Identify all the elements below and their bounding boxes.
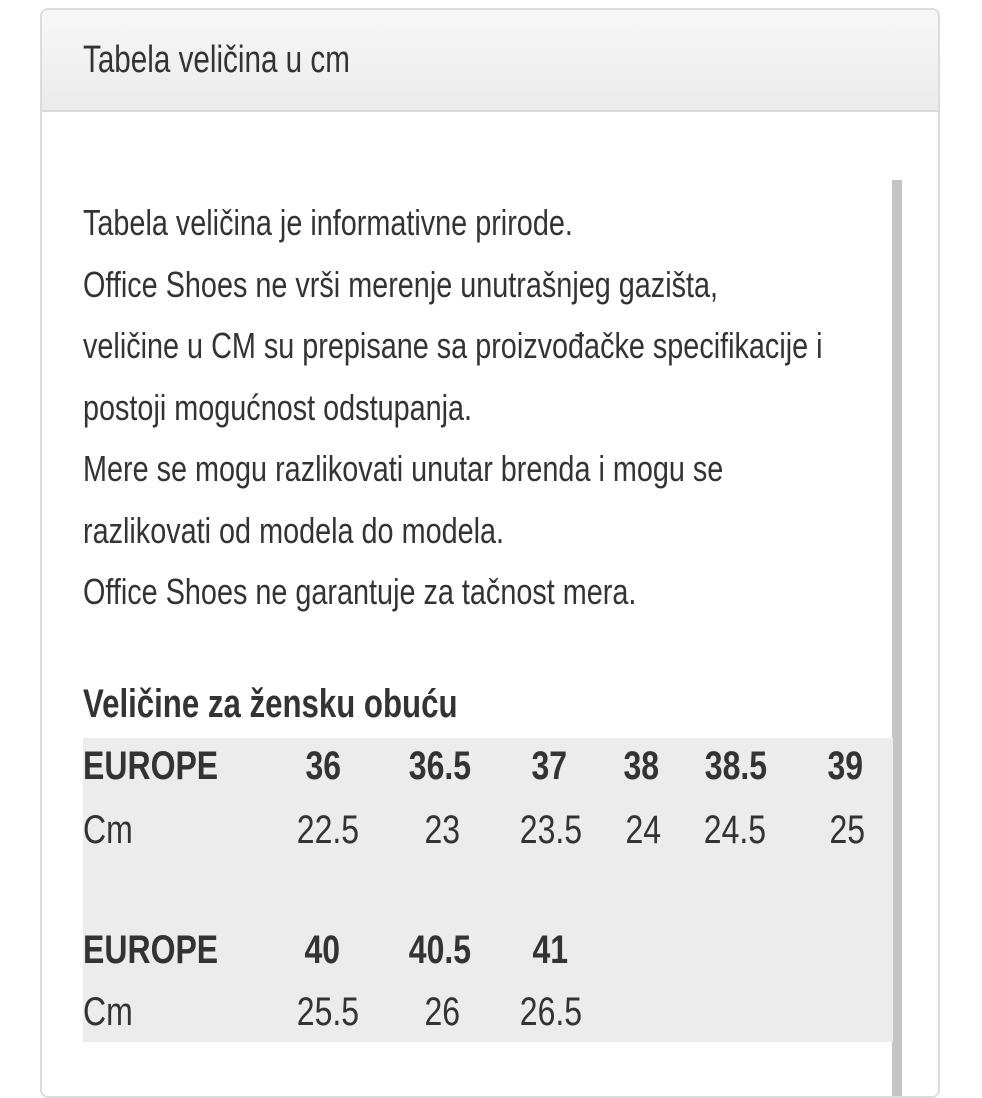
description-line: Mere se mogu razlikovati unutar brenda i mogu se bbox=[83, 448, 724, 489]
europe-label: EUROPE bbox=[83, 744, 219, 788]
europe-label: EUROPE bbox=[83, 928, 219, 972]
cm-size: 25.5 bbox=[296, 990, 360, 1034]
panel-title: Tabela veličina u cm bbox=[83, 38, 350, 81]
panel-header bbox=[42, 10, 938, 112]
size-table bbox=[83, 738, 893, 1042]
cm-size: 24 bbox=[625, 808, 662, 852]
europe-size: 41 bbox=[532, 928, 569, 972]
europe-size: 36.5 bbox=[408, 744, 472, 788]
europe-size: 36 bbox=[305, 744, 342, 788]
europe-size: 39 bbox=[827, 744, 864, 788]
description-line: veličine u CM su prepisane sa proizvođačke specifikacije i bbox=[83, 325, 823, 366]
europe-size: 40.5 bbox=[408, 928, 472, 972]
cm-size: 24.5 bbox=[703, 808, 767, 852]
cm-size: 26.5 bbox=[519, 990, 583, 1034]
cm-size: 23 bbox=[424, 808, 461, 852]
cm-size: 26 bbox=[424, 990, 461, 1034]
description-line: Office Shoes ne vrši merenje unutrašnjeg gazišta, bbox=[83, 263, 719, 305]
europe-size: 40 bbox=[304, 928, 341, 972]
section-title: Veličine za žensku obuću bbox=[83, 682, 458, 726]
size-chart-panel bbox=[40, 8, 940, 1098]
europe-size: 37 bbox=[531, 744, 568, 788]
cm-label: Cm bbox=[83, 808, 133, 852]
description-line: Office Shoes ne garantuje za tačnost mera. bbox=[83, 571, 637, 612]
europe-size: 38 bbox=[623, 744, 660, 788]
description-line: postoji mogućnost odstupanja. bbox=[83, 386, 473, 428]
description-line: Tabela veličina je informativne prirode. bbox=[83, 202, 573, 243]
cm-size: 22.5 bbox=[296, 808, 360, 852]
cm-size: 23.5 bbox=[519, 808, 583, 852]
cm-label: Cm bbox=[83, 990, 133, 1034]
europe-size: 38.5 bbox=[704, 744, 768, 788]
cm-size: 25 bbox=[829, 808, 866, 852]
description-line: razlikovati od modela do modela. bbox=[83, 509, 505, 551]
scrollbar[interactable] bbox=[892, 180, 902, 1098]
description-text bbox=[83, 192, 893, 623]
